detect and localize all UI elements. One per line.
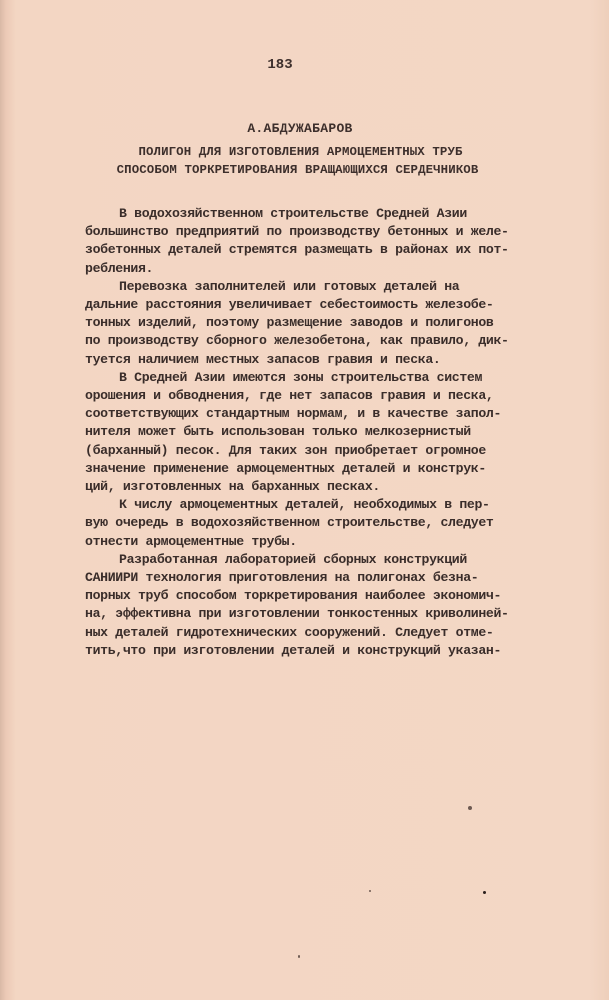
- text-line: по производству сборного железобетона, как правило, дик-: [85, 333, 509, 349]
- paragraph: [85, 551, 545, 660]
- title-line: СПОСОБОМ ТОРКРЕТИРОВАНИЯ ВРАЩАЮЩИХСЯ СЕРДЕЧНИКОВ: [116, 163, 479, 177]
- text-line: САНИИРИ технология приготовления на полигонах безна-: [85, 570, 479, 586]
- text-line: порных труб способом торкретирования наиболее экономич-: [85, 588, 502, 604]
- text-line: зобетонных деталей стремятся размещать в районах их пот-: [85, 242, 509, 258]
- text-line: дальние расстояния увеличивает себестоимость железобе-: [85, 297, 494, 313]
- paragraph: [85, 205, 545, 278]
- page-number: 183: [267, 57, 293, 73]
- text-line: ребления.: [85, 260, 154, 276]
- text-line: тонных изделий, поэтому размещение заводов и полигонов: [85, 315, 494, 331]
- text-line: нителя может быть использован только мелкозернистый: [85, 424, 471, 440]
- paper-speck: [483, 891, 486, 894]
- body-text: [85, 205, 545, 660]
- paper-speck: [298, 955, 300, 958]
- paragraph: [85, 278, 545, 369]
- paragraph: [85, 369, 545, 496]
- author-name: А.АБДУЖАБАРОВ: [247, 121, 353, 136]
- text-line: орошения и обводнения, где нет запасов гравия и песка,: [85, 388, 494, 404]
- text-line: К числу армоцементных деталей, необходимых в пер-: [119, 497, 490, 513]
- paper-speck: [468, 806, 472, 810]
- text-line: на, эффективна при изготовлении тонкостенных криволиней-: [85, 606, 509, 622]
- text-line: (барханный) песок. Для таких зон приобретает огромное: [85, 442, 486, 458]
- text-line: В Средней Азии имеются зоны строительства систем: [119, 369, 483, 385]
- text-line: большинство предприятий по производству бетонных и желе-: [85, 224, 509, 240]
- text-line: ных деталей гидротехнических сооружений. Следует отме-: [85, 624, 494, 640]
- text-line: туется наличием местных запасов гравия и песка.: [85, 351, 441, 367]
- text-line: вую очередь в водохозяйственном строительстве, следует: [85, 515, 494, 531]
- text-line: В водохозяйственном строительстве Средней Азии: [119, 206, 467, 221]
- article-title: [0, 143, 609, 179]
- text-line: соответствующих стандартным нормам, и в качестве запол-: [85, 406, 502, 422]
- text-line: отнести армоцементные трубы.: [85, 533, 297, 549]
- text-line: значение применение армоцементных деталей и конструк-: [85, 460, 486, 476]
- paragraph: [85, 496, 545, 551]
- text-line: ций, изготовленных на барханных песках.: [85, 479, 380, 495]
- text-line: Перевозка заполнителей или готовых деталей на: [119, 278, 460, 294]
- title-line: ПОЛИГОН ДЛЯ ИЗГОТОВЛЕНИЯ АРМОЦЕМЕНТНЫХ ТРУБ: [138, 145, 463, 159]
- text-line: Разработанная лабораторией сборных конструкций: [119, 551, 467, 567]
- text-line: тить,что при изготовлении деталей и конструкций указан-: [85, 642, 502, 658]
- paper-speck: [369, 890, 371, 892]
